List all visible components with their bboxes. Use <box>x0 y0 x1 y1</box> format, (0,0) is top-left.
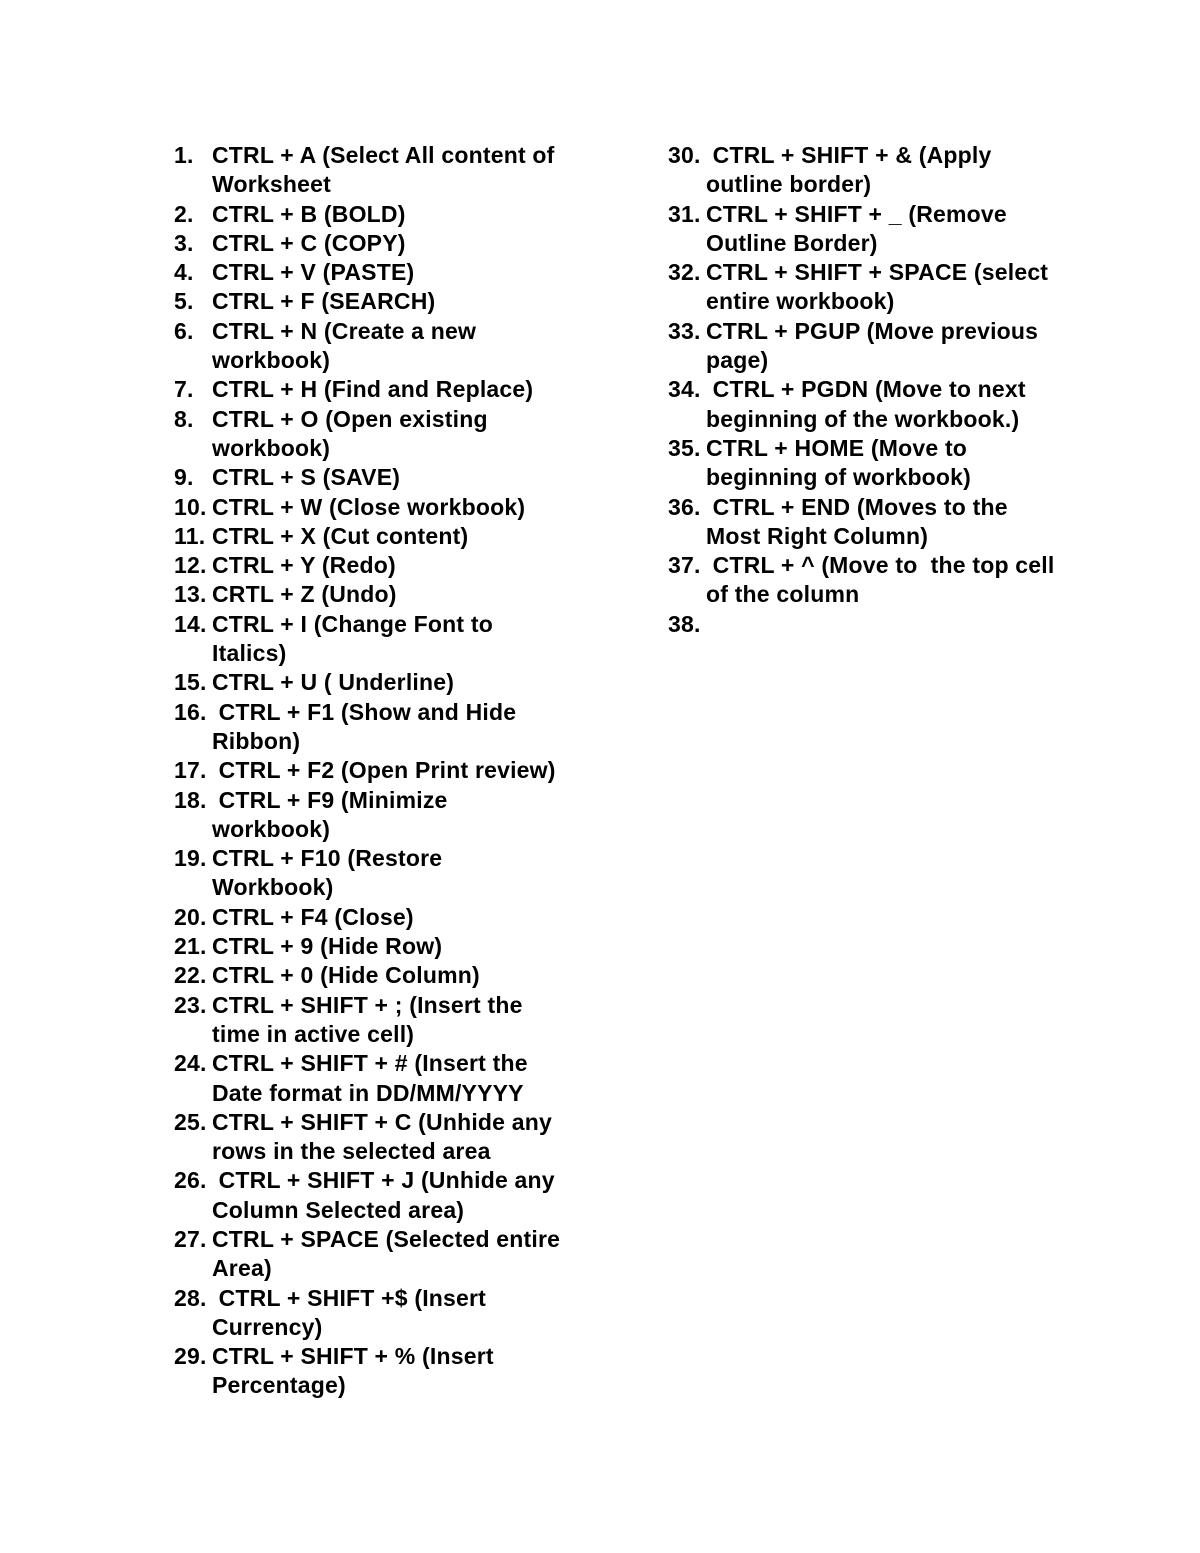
list-item-number: 24. <box>174 1050 207 1077</box>
list-item-text: CTRL + S (SAVE) <box>212 464 401 491</box>
list-item-text: Outline Border) <box>706 229 878 256</box>
list-item-text: CTRL + B (BOLD) <box>212 200 406 227</box>
list-item-text: Ribbon) <box>212 727 301 754</box>
list-item-number: 36. <box>668 493 701 520</box>
list-item-number: 18. <box>174 786 207 813</box>
list-item-number: 5. <box>174 288 194 315</box>
list-item-text: CTRL + PGUP (Move previous <box>706 317 1039 344</box>
list-item <box>668 258 1068 317</box>
list-item-text: Percentage) <box>212 1372 346 1399</box>
list-item-text: workbook) <box>212 347 331 374</box>
list-item-text: CTRL + SHIFT + _ (Remove <box>706 200 1007 227</box>
list-item-number: 16. <box>174 698 207 725</box>
list-item-text: CTRL + F2 (Open Print review) <box>212 757 556 784</box>
list-item-number: 17. <box>174 757 207 784</box>
list-item-text: CTRL + I (Change Font to <box>212 610 493 637</box>
list-item-text: CTRL + F9 (Minimize <box>212 786 448 813</box>
list-item-text: CTRL + C (COPY) <box>212 229 406 256</box>
list-item-text: Most Right Column) <box>706 522 929 549</box>
list-item-text: Worksheet <box>212 171 331 198</box>
list-item-text: time in active cell) <box>212 1020 415 1047</box>
list-item-text: CTRL + W (Close workbook) <box>212 493 526 520</box>
list-item-text: CTRL + SHIFT + C (Unhide any <box>212 1108 552 1135</box>
list-item-text: Currency) <box>212 1313 323 1340</box>
list-item-number: 38. <box>668 610 701 637</box>
list-item <box>174 903 574 932</box>
list-item-text: workbook) <box>212 434 331 461</box>
list-item-text: CTRL + END (Moves to the <box>706 493 1008 520</box>
list-item <box>174 229 574 258</box>
list-item <box>668 610 1068 639</box>
list-item-text: CTRL + F (SEARCH) <box>212 288 436 315</box>
list-item-text: CTRL + SPACE (Selected entire <box>212 1225 561 1252</box>
list-item <box>174 200 574 229</box>
list-item <box>174 580 574 609</box>
list-item <box>174 522 574 551</box>
list-item-text: CTRL + PGDN (Move to next <box>706 376 1026 403</box>
list-item-text: CTRL + 0 (Hide Column) <box>212 962 480 989</box>
list-item <box>668 434 1068 493</box>
list-item-number: 11. <box>174 522 206 549</box>
list-item <box>668 375 1068 434</box>
list-item-number: 8. <box>174 405 194 432</box>
list-item <box>174 493 574 522</box>
list-item-number: 34. <box>668 376 701 403</box>
list-item-number: 25. <box>174 1108 207 1135</box>
list-item-text: CRTL + Z (Undo) <box>212 581 397 608</box>
list-item-number: 12. <box>174 552 207 579</box>
list-item <box>174 961 574 990</box>
list-item <box>668 200 1068 259</box>
list-item-number: 15. <box>174 669 207 696</box>
list-item-text: Date format in DD/MM/YYYY <box>212 1079 524 1106</box>
list-item-number: 20. <box>174 903 207 930</box>
list-item-text: entire workbook) <box>706 288 895 315</box>
list-item-text: CTRL + F10 (Restore <box>212 845 443 872</box>
list-item <box>174 463 574 492</box>
list-item <box>668 493 1068 552</box>
list-item <box>174 610 574 669</box>
list-item-text: Italics) <box>212 640 287 667</box>
list-item <box>174 756 574 785</box>
list-item <box>174 668 574 697</box>
list-item-number: 31. <box>668 200 701 227</box>
list-item <box>174 1108 574 1167</box>
list-item-text: CTRL + SHIFT + % (Insert <box>212 1343 494 1370</box>
list-item-text: page) <box>706 347 769 374</box>
list-item-text: CTRL + 9 (Hide Row) <box>212 933 443 960</box>
list-item-number: 1. <box>174 142 194 168</box>
list-item-number: 33. <box>668 317 701 344</box>
list-item-number: 13. <box>174 581 207 608</box>
list-item-text: CTRL + SHIFT + J (Unhide any <box>212 1167 555 1194</box>
list-item-text: CTRL + SHIFT + & (Apply <box>706 142 992 168</box>
list-item <box>174 991 574 1050</box>
list-item-text: CTRL + H (Find and Replace) <box>212 376 534 403</box>
list-item-text: CTRL + SHIFT + SPACE (select <box>706 259 1049 286</box>
list-item-text: CTRL + U ( Underline) <box>212 669 455 696</box>
list-item-text: CTRL + O (Open existing <box>212 405 488 432</box>
list-item <box>174 1166 574 1225</box>
list-item-number: 28. <box>174 1284 207 1311</box>
list-item-text: rows in the selected area <box>212 1138 491 1165</box>
list-item-text: CTRL + ^ (Move to the top cell <box>706 552 1055 579</box>
list-item-text: CTRL + N (Create a new <box>212 317 477 344</box>
list-item-number: 27. <box>174 1225 207 1252</box>
list-item-text: workbook) <box>212 815 331 842</box>
list-item-text: Workbook) <box>212 874 334 901</box>
shortcut-list-left <box>174 141 574 1401</box>
list-item <box>174 932 574 961</box>
list-item-number: 30. <box>668 142 701 168</box>
list-item <box>174 786 574 845</box>
list-item-number: 22. <box>174 962 207 989</box>
list-item-number: 23. <box>174 991 207 1018</box>
list-item-number: 21. <box>174 933 207 960</box>
list-item <box>174 1049 574 1108</box>
list-item-number: 2. <box>174 200 194 227</box>
list-item-text: CTRL + SHIFT +$ (Insert <box>212 1284 487 1311</box>
list-item-text: CTRL + V (PASTE) <box>212 259 415 286</box>
list-item-number: 6. <box>174 317 194 344</box>
list-item-number: 3. <box>174 229 194 256</box>
list-item-text <box>706 610 1068 639</box>
list-item <box>174 1225 574 1284</box>
list-item-text: CTRL + Y (Redo) <box>212 552 396 579</box>
list-item-number: 7. <box>174 376 194 403</box>
list-item <box>668 141 1068 200</box>
list-item <box>174 405 574 464</box>
list-item-text: CTRL + HOME (Move to <box>706 434 968 461</box>
list-item <box>174 375 574 404</box>
list-item-text: Area) <box>212 1255 272 1282</box>
list-item-number: 19. <box>174 845 207 872</box>
list-item-text: CTRL + F4 (Close) <box>212 903 414 930</box>
list-item-number: 10. <box>174 493 207 520</box>
list-item <box>174 258 574 287</box>
list-item-text: CTRL + SHIFT + ; (Insert the <box>212 991 523 1018</box>
list-item-number: 37. <box>668 552 701 579</box>
list-item <box>174 1284 574 1343</box>
list-item-text: outline border) <box>706 171 872 198</box>
list-item-number: 9. <box>174 464 194 491</box>
list-item <box>174 551 574 580</box>
list-item <box>174 698 574 757</box>
list-item <box>174 317 574 376</box>
list-item <box>668 317 1068 376</box>
list-item <box>174 1342 574 1401</box>
list-item-number: 4. <box>174 259 194 286</box>
list-item-text: CTRL + X (Cut content) <box>212 522 469 549</box>
list-item-number: 26. <box>174 1167 207 1194</box>
list-item-text: beginning of the workbook.) <box>706 405 1020 432</box>
list-item-text: CTRL + F1 (Show and Hide <box>212 698 517 725</box>
list-item-number: 14. <box>174 610 207 637</box>
list-item-number: 35. <box>668 434 701 461</box>
list-item <box>174 844 574 903</box>
list-item-text: beginning of workbook) <box>706 464 972 491</box>
list-item-text: CTRL + A (Select All content of <box>212 142 555 168</box>
list-item <box>668 551 1068 610</box>
list-item-text: of the column <box>706 581 860 608</box>
list-item-text: CTRL + SHIFT + # (Insert the <box>212 1050 528 1077</box>
list-item-number: 32. <box>668 259 701 286</box>
list-item <box>174 287 574 316</box>
list-item-number: 29. <box>174 1343 207 1370</box>
list-item-text: Column Selected area) <box>212 1196 465 1223</box>
list-item <box>174 141 574 200</box>
shortcut-list-right <box>668 141 1068 639</box>
